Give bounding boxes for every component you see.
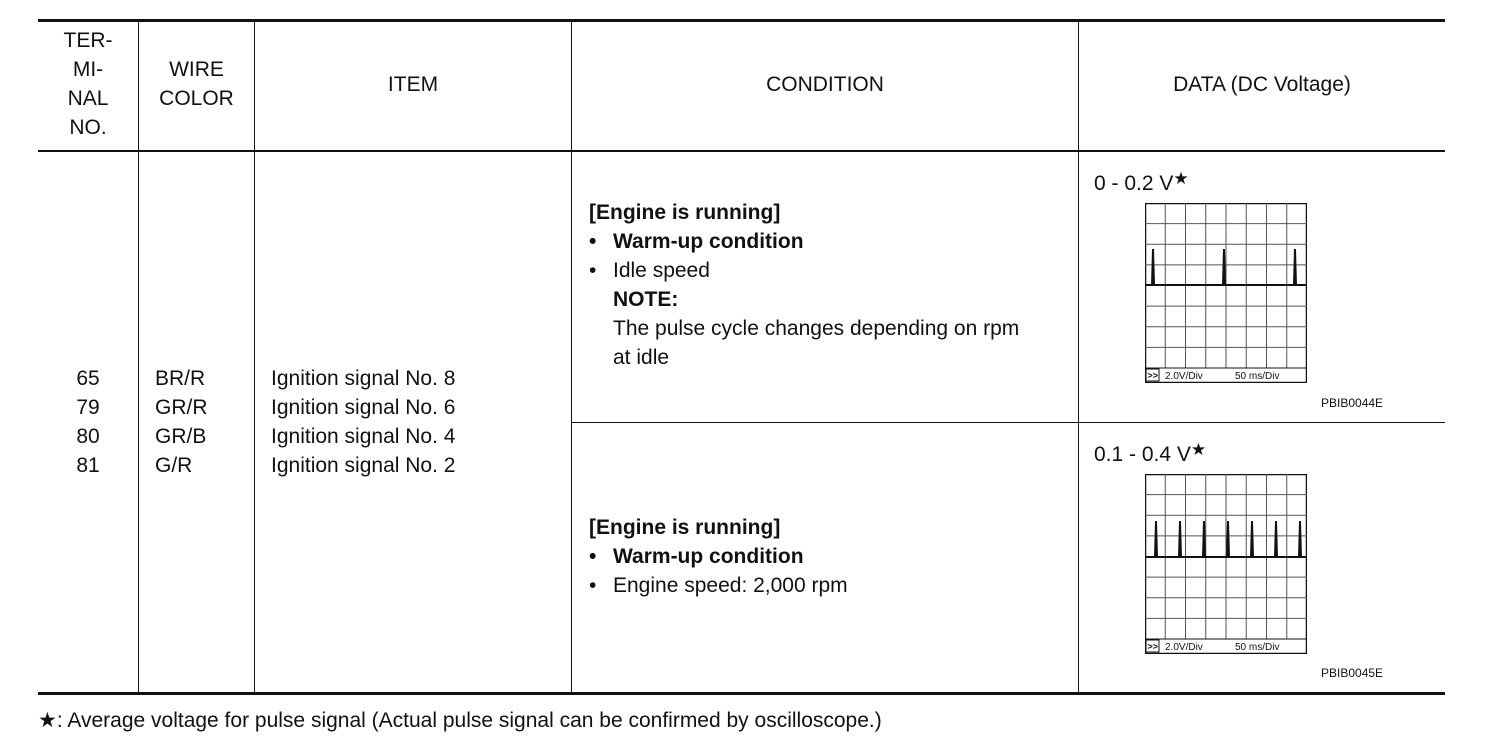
items <box>271 364 455 480</box>
header-data-dc-voltage: DATA (DC Voltage) <box>1173 73 1351 96</box>
star-icon: ★ <box>1173 169 1189 188</box>
header-wire-color: WIRE COLOR <box>159 58 234 110</box>
condition-heading: [Engine is running] <box>589 201 781 224</box>
wire-color: GR/B <box>155 425 207 448</box>
note-text: The pulse cycle changes depending on rpm <box>613 317 1020 340</box>
header-bottom-rule <box>38 150 1445 152</box>
time-scale: 50 ms/Div <box>1235 642 1280 653</box>
volt-scale: 2.0V/Div <box>1165 371 1203 382</box>
condition-2000rpm <box>589 513 848 600</box>
bullet-icon: • <box>589 230 597 253</box>
item-label: Ignition signal No. 6 <box>271 396 456 419</box>
footnote-text: : Average voltage for pulse signal (Actual pulse signal can be confirmed by oscilloscope.) <box>56 709 882 732</box>
wire-color: BR/R <box>155 367 206 390</box>
star-icon: ★ <box>1190 440 1207 459</box>
wire-color: G/R <box>155 454 193 477</box>
bullet-icon: • <box>589 574 597 597</box>
time-scale: 50 ms/Div <box>1235 371 1280 382</box>
header-condition: CONDITION <box>766 73 884 96</box>
wire-colors <box>155 364 208 480</box>
note-label: NOTE: <box>613 288 679 311</box>
condition-heading: [Engine is running] <box>589 516 781 539</box>
bullet-icon: • <box>589 545 597 568</box>
condition-bullet: Idle speed <box>613 259 710 282</box>
footnote <box>38 706 882 735</box>
item-label: Ignition signal No. 4 <box>271 425 456 448</box>
terminal-no: 79 <box>76 396 100 419</box>
column-divider <box>571 22 572 692</box>
range-glyph: >> <box>1147 641 1159 652</box>
row-divider-rule <box>572 422 1445 423</box>
voltage-value: 0.1 - 0.4 V★ <box>1094 440 1207 466</box>
figure-code: PBIB0045E <box>1321 666 1384 680</box>
item-label: Ignition signal No. 2 <box>271 454 456 477</box>
note-text: at idle <box>613 346 670 369</box>
column-divider <box>254 22 255 692</box>
condition-bullet: Engine speed: 2,000 rpm <box>613 574 848 597</box>
condition-idle <box>589 198 1019 372</box>
terminal-numbers <box>38 364 138 480</box>
star-icon: ★ <box>38 709 57 732</box>
condition-bullet: Warm-up condition <box>613 545 804 568</box>
terminal-no: 81 <box>76 454 100 477</box>
table-bottom-rule <box>38 692 1445 695</box>
terminal-no: 80 <box>76 425 100 448</box>
table-top-rule <box>38 19 1445 22</box>
column-divider <box>1078 22 1079 692</box>
figure-code: PBIB0044E <box>1321 396 1384 410</box>
voltage-value: 0 - 0.2 V★ <box>1094 169 1189 195</box>
volt-scale: 2.0V/Div <box>1165 642 1203 653</box>
oscilloscope-waveform <box>1145 203 1307 383</box>
header-terminal-no: TER- MI- NAL NO. <box>63 29 113 139</box>
header-item: ITEM <box>387 73 439 96</box>
wire-color: GR/R <box>155 396 208 419</box>
column-divider <box>138 22 139 692</box>
item-label: Ignition signal No. 8 <box>271 367 456 390</box>
oscilloscope-waveform <box>1145 474 1307 654</box>
range-glyph: >> <box>1147 370 1159 381</box>
bullet-icon: • <box>589 259 597 282</box>
condition-bullet: Warm-up condition <box>613 230 804 253</box>
terminal-no: 65 <box>76 367 100 390</box>
